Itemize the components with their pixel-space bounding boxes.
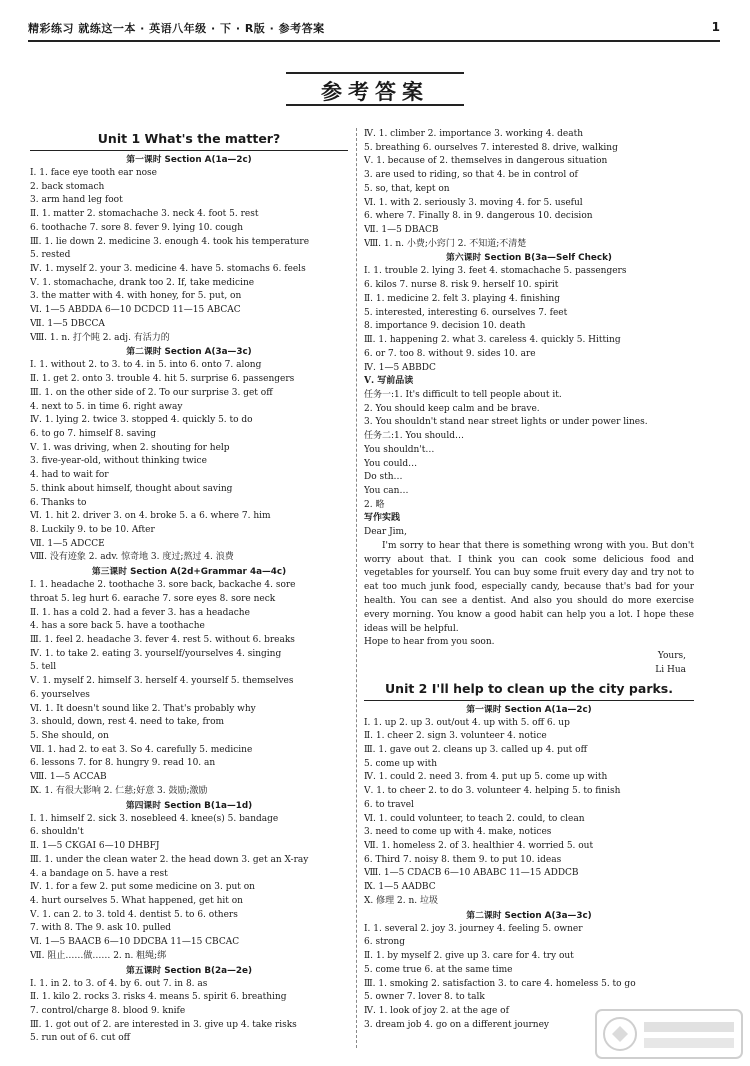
answer-line: Ⅳ. 1. look of joy 2. at the age of [364, 1005, 509, 1016]
section-label: Ⅴ. 写前品读 [364, 376, 414, 387]
answer-line: You can… [364, 485, 409, 496]
letter-signoff: Yours, [657, 651, 686, 662]
answer-line: Ⅶ. 1—5 DBCCA [30, 318, 105, 329]
answer-line: 3. need to come up with 4. make, notices [364, 827, 552, 838]
answer-line: Ⅸ. 1. 有很大影响 2. 仁慈;好意 3. 鼓励;激励 [30, 785, 208, 796]
answer-line: 5. so, that, kept on [364, 183, 450, 194]
answer-line: Ⅱ. 1. get 2. onto 3. trouble 4. hit 5. surprise 6. passengers [30, 374, 295, 385]
answer-line: Ⅳ. 1. to take 2. eating 3. yourself/yourselves 4. singing [30, 648, 282, 659]
answer-line: Ⅰ. 1. up 2. up 3. out/out 4. up with 5. off 6. up [364, 717, 570, 728]
answer-line: 6. where 7. Finally 8. in 9. dangerous 10. decision [364, 211, 593, 222]
lesson-heading: 第五课时 Section B(2a—2e) [125, 965, 253, 976]
answer-line: Ⅱ. 1. medicine 2. felt 3. playing 4. finishing [364, 293, 560, 304]
answer-line: Ⅷ. 1—5 ACCAB [30, 772, 107, 783]
answer-line: Ⅳ. 1. could 2. need 3. from 4. put up 5. come up with [364, 772, 608, 783]
answer-line: 6. Thanks to [30, 497, 87, 508]
answer-line: 2. 略 [364, 499, 385, 510]
answer-line: 5. think about himself, thought about saving [30, 483, 233, 494]
letter-signoff: Li Hua [655, 664, 686, 675]
answer-line: Ⅲ. 1. gave out 2. cleans up 3. called up 4. put off [364, 745, 587, 756]
answer-line: Ⅵ. 1. hit 2. driver 3. on 4. broke 5. a 6. where 7. him [30, 511, 271, 522]
essay-body: I'm sorry to hear that there is something wrong with you. But don't worry about that. I think you can cook some delicious food and vegetables for yourself. You can buy some fruit every day and try not to eat too much junk food, especially candy, because that's bad for your health. You can see a dentist. And also you should do more exercise every morning. You know a good habit can help you a lot. I hope these ideas will be helpful. [364, 540, 694, 634]
answer-line: 5. run out of 6. cut off [30, 1033, 131, 1044]
answer-line: Ⅳ. 1. myself 2. your 3. medicine 4. have 5. stomachs 6. feels [30, 264, 306, 275]
answer-line: 6. yourselves [30, 689, 90, 700]
answer-line: Do sth… [364, 472, 403, 483]
answer-line: Ⅵ. 1. could volunteer, to teach 2. could, to clean [364, 813, 585, 824]
answer-line: Ⅰ. 1. himself 2. sick 3. nosebleed 4. knee(s) 5. bandage [30, 813, 279, 824]
answer-line: Ⅶ. 1—5 ADCCE [30, 538, 105, 549]
answer-line: 5. She should, on [30, 731, 109, 742]
answer-line: 6. lessons 7. for 8. hungry 9. read 10. an [30, 758, 216, 769]
answer-line: Ⅰ. 1. face eye tooth ear nose [30, 168, 157, 178]
answer-line: 4. has a sore back 5. have a toothache [30, 621, 205, 632]
answer-line: Ⅳ. 1. for a few 2. put some medicine on 3. put on [30, 882, 255, 893]
answer-line: 5. come up with [364, 758, 438, 769]
answer-line: Ⅷ. 1—5 CDACB 6—10 ABABC 11—15 ADDCB [364, 868, 579, 879]
answer-line: 6. shouldn't [30, 827, 84, 838]
answer-line: Ⅰ. 1. several 2. joy 3. journey 4. feeling 5. owner [364, 923, 583, 934]
answer-line: Ⅵ. 1—5 ABDDA 6—10 DCDCD 11—15 ABCAC [30, 305, 241, 316]
answer-line: 3. are used to riding, so that 4. be in control of [364, 170, 578, 181]
answer-line: Ⅲ. 1. got out of 2. are interested in 3. give up 4. take risks [30, 1019, 297, 1030]
answer-line: 任务二:1. You should… [364, 431, 464, 442]
answer-line: 4. next to 5. in time 6. right away [30, 401, 183, 412]
answer-line: 5. interested, interesting 6. ourselves 7. feet [364, 307, 568, 318]
answer-line: 7. with 8. The 9. ask 10. pulled [30, 923, 172, 934]
answer-line: 7. control/charge 8. blood 9. knife [30, 1005, 186, 1016]
answer-line: Ⅳ. 1. climber 2. importance 3. working 4. death [364, 129, 584, 139]
answer-line: Ⅰ. 1. in 2. to 3. of 4. by 6. out 7. in 8. as [30, 978, 208, 989]
answer-line: 8. Luckily 9. to be 10. After [30, 524, 155, 535]
answer-line: 3. five-year-old, without thinking twice [30, 456, 207, 467]
answer-line: You shouldn't… [364, 444, 435, 455]
unit-title: Unit 1 What's the matter? [30, 128, 348, 151]
answer-line: 4. had to wait for [30, 470, 109, 481]
answer-line: 5. come true 6. at the same time [364, 964, 513, 975]
lesson-heading: 第四课时 Section B(1a—1d) [125, 800, 253, 811]
answer-line: 5. breathing 6. ourselves 7. interested 8. drive, walking [364, 142, 618, 153]
answer-line: Ⅲ. 1. smoking 2. satisfaction 3. to care 4. homeless 5. to go [364, 978, 636, 989]
title-rule-bottom [286, 104, 464, 106]
answer-line: Ⅷ. 1. n. 打个盹 2. adj. 有活力的 [30, 332, 170, 343]
answer-line: Ⅴ. 1. can 2. to 3. told 4. dentist 5. to 6. others [30, 909, 238, 920]
answer-line: Ⅱ. 1. has a cold 2. had a fever 3. has a headache [30, 607, 250, 618]
answer-line: 6. Third 7. noisy 8. them 9. to put 10. ideas [364, 854, 562, 865]
answer-line: Ⅶ. 1. had 2. to eat 3. So 4. carefully 5. medicine [30, 744, 253, 755]
answer-line: Ⅲ. 1. on the other side of 2. To our surprise 3. get off [30, 387, 273, 398]
column-divider [356, 128, 357, 1048]
lesson-heading: 第三课时 Section A(2d+Grammar 4a—4c) [91, 567, 287, 578]
title-rule-top [286, 72, 464, 74]
lesson-heading: 第一课时 Section A(1a—2c) [126, 155, 252, 165]
right-column [364, 128, 694, 1060]
answer-line: Ⅴ. 1. myself 2. himself 3. herself 4. yourself 5. themselves [30, 676, 294, 687]
answer-line: 4. a bandage on 5. have a rest [30, 868, 168, 879]
answer-line: Ⅰ. 1. without 2. to 3. to 4. in 5. into 6. onto 7. along [30, 360, 262, 371]
answer-line: 6. strong [364, 937, 405, 948]
answer-line: Ⅶ. 1—5 DBACB [364, 225, 439, 236]
answer-line: 3. the matter with 4. with honey, for 5. put, on [30, 291, 242, 302]
answer-line: Ⅳ. 1. lying 2. twice 3. stopped 4. quickly 5. to do [30, 415, 253, 426]
answer-line: 5. tell [30, 662, 57, 673]
answer-line: 3. should, down, rest 4. need to take, from [30, 717, 225, 728]
answer-line: 8. importance 9. decision 10. death [364, 321, 526, 332]
answer-line: 5. rested [30, 250, 71, 261]
answer-line: Ⅶ. 阻止……做…… 2. n. 粗绳;绑 [30, 950, 167, 961]
answer-line: Ⅴ. 1. was driving, when 2. shouting for help [30, 442, 230, 453]
unit-title: Unit 2 I'll help to clean up the city parks. [364, 678, 694, 701]
answer-line: Ⅵ. 1. It doesn't sound like 2. That's probably why [30, 703, 256, 714]
answer-line: 3. arm hand leg foot [30, 195, 123, 206]
answer-line: 2. back stomach [30, 181, 105, 192]
answer-line: Ⅴ. 1. to cheer 2. to do 3. volunteer 4. helping 5. to finish [364, 786, 621, 797]
answer-line: Ⅶ. 1. homeless 2. of 3. healthier 4. worried 5. out [364, 841, 594, 852]
answer-line: Ⅴ. 1. stomachache, drank too 2. If, take medicine [30, 277, 255, 288]
answer-line: Ⅲ. 1. lie down 2. medicine 3. enough 4. took his temperature [30, 236, 310, 247]
answer-line: 6. toothache 7. sore 8. fever 9. lying 10. cough [30, 222, 244, 233]
answer-line: Ⅰ. 1. headache 2. toothache 3. sore back, backache 4. sore [30, 580, 296, 591]
header-title: 精彩练习 就练这一本 · 英语八年级 · 下 · R版 · 参考答案 [28, 22, 325, 35]
answer-line: You could… [364, 458, 418, 469]
page-header [28, 18, 720, 42]
lesson-heading: 第一课时 Section A(1a—2c) [466, 704, 592, 715]
answer-line: Ⅱ. 1. cheer 2. sign 3. volunteer 4. notice [364, 731, 547, 742]
answer-line: Ⅴ. 1. because of 2. themselves in dangerous situation [364, 156, 608, 167]
lesson-heading: 第二课时 Section A(3a—3c) [126, 347, 252, 358]
answer-line: Ⅰ. 1. trouble 2. lying 3. feet 4. stomachache 5. passengers [364, 266, 627, 277]
answer-line: Ⅱ. 1. by myself 2. give up 3. care for 4. try out [364, 951, 574, 962]
answer-line: 6. to travel [364, 799, 414, 810]
answer-line: Ⅵ. 1—5 BAACB 6—10 DDCBA 11—15 CBCAC [30, 937, 240, 948]
answer-line: Hope to hear from you soon. [364, 637, 495, 648]
answer-line: 任务一:1. It's difficult to tell people about it. [364, 389, 562, 400]
lesson-heading: 第二课时 Section A(3a—3c) [466, 910, 592, 921]
answer-line: 6. or 7. too 8. without 9. sides 10. are [364, 348, 536, 359]
answer-line: Ⅹ. 修理 2. n. 垃圾 [364, 895, 438, 906]
answer-line: Ⅱ. 1. kilo 2. rocks 3. risks 4. means 5. spirit 6. breathing [30, 992, 287, 1003]
answer-line: 6. kilos 7. nurse 8. risk 9. herself 10. spirit [364, 280, 559, 291]
answer-line: throat 5. leg hurt 6. earache 7. sore eyes 8. sore neck [30, 593, 276, 604]
page-number: 1 [711, 20, 720, 34]
answer-line: 6. to go 7. himself 8. saving [30, 428, 157, 439]
answer-line: 2. You should keep calm and be brave. [364, 403, 540, 414]
answer-line: Ⅷ. 1. n. 小费;小窍门 2. 不知道;不清楚 [364, 238, 527, 249]
answer-line: 5. owner 7. lover 8. to talk [364, 992, 485, 1003]
watermark-logo [594, 1006, 744, 1062]
answer-line: Ⅵ. 1. with 2. seriously 3. moving 4. for 5. useful [364, 197, 583, 208]
answer-line: Ⅱ. 1—5 CKGAI 6—10 DHBFJ [30, 841, 160, 852]
answer-line: Dear Jim, [364, 527, 407, 538]
answer-line: Ⅲ. 1. feel 2. headache 3. fever 4. rest 5. without 6. breaks [30, 635, 295, 645]
answer-line: Ⅸ. 1—5 AADBC [364, 882, 436, 893]
lesson-heading: 第六课时 Section B(3a—Self Check) [446, 253, 612, 264]
answer-line: 4. hurt ourselves 5. What happened, get hit on [30, 895, 243, 906]
left-column [30, 128, 348, 1060]
section-label: 写作实践 [364, 513, 401, 524]
answer-line: Ⅳ. 1—5 ABBDC [364, 362, 436, 373]
page-title: 参考答案 [321, 80, 429, 104]
answer-line: 3. dream job 4. go on a different journey [364, 1019, 549, 1030]
answer-line: 3. You shouldn't stand near street lights or under power lines. [364, 417, 648, 428]
answer-line: Ⅱ. 1. matter 2. stomachache 3. neck 4. foot 5. rest [30, 209, 259, 220]
answer-line: Ⅲ. 1. under the clean water 2. the head down 3. get an X-ray [30, 854, 309, 865]
answer-line: Ⅲ. 1. happening 2. what 3. careless 4. quickly 5. Hitting [364, 335, 621, 346]
answer-line: Ⅷ. 没有迹象 2. adv. 惊奇地 3. 度过;熬过 4. 浪费 [30, 552, 234, 563]
